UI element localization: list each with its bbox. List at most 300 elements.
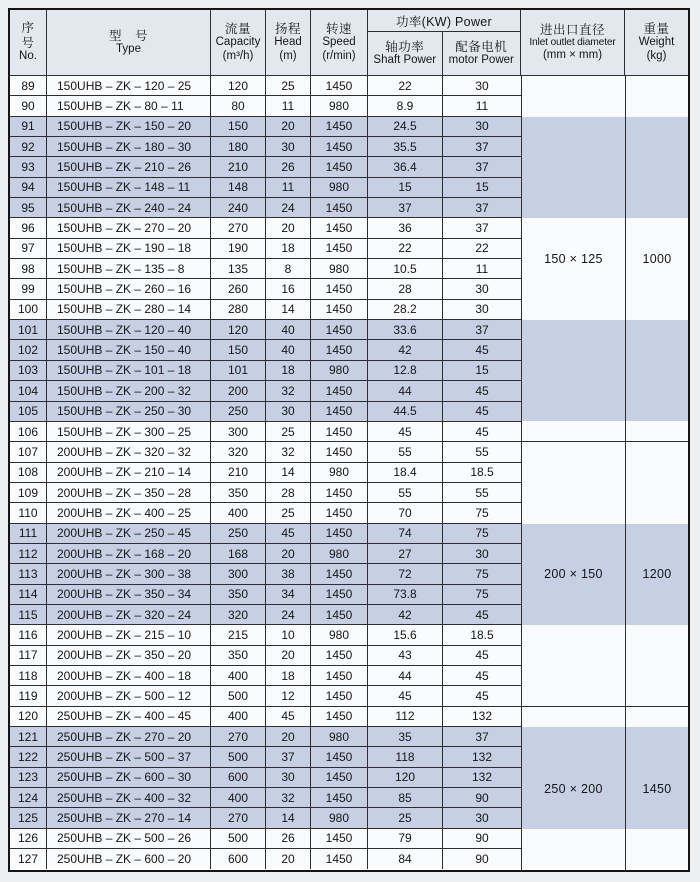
cell-capacity: 210	[211, 157, 266, 176]
cell-shaft-power: 45	[368, 422, 443, 441]
cell-capacity: 250	[211, 524, 266, 543]
header-type-zh: 型 号	[108, 28, 148, 43]
cell-shaft-power: 24.5	[368, 117, 443, 136]
cell-head: 24	[266, 198, 311, 217]
cell-shaft-power: 44.5	[368, 402, 443, 421]
cell-shaft-power: 35.5	[368, 137, 443, 156]
cell-capacity: 400	[211, 666, 266, 685]
cell-speed: 980	[311, 544, 368, 563]
cell-speed: 1450	[311, 300, 368, 319]
cell-speed: 1450	[311, 849, 368, 869]
cell-type: 200UHB – ZK – 250 – 45	[47, 524, 211, 543]
cell-speed: 1450	[311, 707, 368, 726]
cell-speed: 980	[311, 727, 368, 746]
cell-capacity: 240	[211, 198, 266, 217]
cell-capacity: 180	[211, 137, 266, 156]
group-cell-weight	[626, 76, 688, 442]
cell-speed: 1450	[311, 422, 368, 441]
cell-capacity: 120	[211, 76, 266, 95]
cell-no: 93	[10, 157, 47, 176]
cell-shaft-power: 10.5	[368, 259, 443, 278]
cell-head: 32	[266, 442, 311, 461]
cell-head: 18	[266, 361, 311, 380]
cell-shaft-power: 112	[368, 707, 443, 726]
cell-capacity: 500	[211, 829, 266, 848]
cell-speed: 1450	[311, 320, 368, 339]
cell-head: 20	[266, 646, 311, 665]
cell-speed: 980	[311, 625, 368, 644]
cell-speed: 1450	[311, 646, 368, 665]
cell-no: 100	[10, 300, 47, 319]
cell-shaft-power: 42	[368, 605, 443, 624]
cell-no: 112	[10, 544, 47, 563]
cell-no: 106	[10, 422, 47, 441]
cell-capacity: 500	[211, 747, 266, 766]
cell-type: 200UHB – ZK – 215 – 10	[47, 625, 211, 644]
cell-motor-power: 30	[443, 117, 521, 136]
cell-capacity: 135	[211, 259, 266, 278]
header-capacity-zh: 流量	[224, 21, 251, 36]
cell-motor-power: 18.5	[443, 625, 521, 644]
cell-capacity: 215	[211, 625, 266, 644]
cell-no: 122	[10, 747, 47, 766]
cell-shaft-power: 72	[368, 564, 443, 583]
cell-no: 117	[10, 646, 47, 665]
cell-no: 110	[10, 503, 47, 522]
cell-type: 150UHB – ZK – 150 – 20	[47, 117, 211, 136]
cell-no: 109	[10, 483, 47, 502]
cell-head: 10	[266, 625, 311, 644]
cell-capacity: 150	[211, 117, 266, 136]
cell-head: 32	[266, 381, 311, 400]
cell-shaft-power: 36	[368, 218, 443, 237]
cell-no: 111	[10, 524, 47, 543]
cell-motor-power: 37	[443, 218, 521, 237]
cell-shaft-power: 42	[368, 340, 443, 359]
cell-head: 30	[266, 768, 311, 787]
cell-shaft-power: 55	[368, 483, 443, 502]
table-header	[10, 10, 688, 76]
cell-type: 150UHB – ZK – 120 – 25	[47, 76, 211, 95]
cell-motor-power: 45	[443, 605, 521, 624]
cell-type: 200UHB – ZK – 168 – 20	[47, 544, 211, 563]
cell-no: 105	[10, 402, 47, 421]
table-body	[10, 76, 688, 870]
cell-motor-power: 18.5	[443, 463, 521, 482]
cell-type: 150UHB – ZK – 150 – 40	[47, 340, 211, 359]
cell-motor-power: 90	[443, 788, 521, 807]
cell-head: 28	[266, 483, 311, 502]
cell-head: 20	[266, 117, 311, 136]
cell-type: 250UHB – ZK – 270 – 14	[47, 808, 211, 827]
cell-motor-power: 15	[443, 361, 521, 380]
cell-motor-power: 45	[443, 666, 521, 685]
cell-shaft-power: 22	[368, 239, 443, 258]
cell-head: 25	[266, 503, 311, 522]
header-no-zh-2: 号	[21, 35, 35, 50]
cell-type: 150UHB – ZK – 240 – 24	[47, 198, 211, 217]
cell-head: 25	[266, 76, 311, 95]
cell-no: 97	[10, 239, 47, 258]
header-col-weight	[625, 10, 688, 75]
cell-type: 150UHB – ZK – 260 – 16	[47, 279, 211, 298]
cell-type: 200UHB – ZK – 210 – 14	[47, 463, 211, 482]
cell-type: 150UHB – ZK – 148 – 11	[47, 178, 211, 197]
cell-shaft-power: 118	[368, 747, 443, 766]
cell-no: 89	[10, 76, 47, 95]
cell-speed: 980	[311, 178, 368, 197]
cell-speed: 1450	[311, 483, 368, 502]
cell-speed: 1450	[311, 666, 368, 685]
pump-spec-table	[8, 8, 690, 872]
cell-motor-power: 45	[443, 340, 521, 359]
cell-shaft-power: 45	[368, 686, 443, 705]
cell-shaft-power: 22	[368, 76, 443, 95]
cell-capacity: 210	[211, 463, 266, 482]
cell-head: 40	[266, 320, 311, 339]
cell-type: 200UHB – ZK – 350 – 34	[47, 585, 211, 604]
cell-motor-power: 37	[443, 137, 521, 156]
cell-type: 150UHB – ZK – 270 – 20	[47, 218, 211, 237]
cell-head: 16	[266, 279, 311, 298]
header-power-group-label: 功率(KW) Power	[368, 10, 520, 32]
cell-shaft-power: 25	[368, 808, 443, 827]
cell-shaft-power: 8.9	[368, 96, 443, 115]
cell-speed: 980	[311, 361, 368, 380]
merged-col-weight	[625, 76, 688, 870]
cell-capacity: 350	[211, 646, 266, 665]
header-col-diameter	[521, 10, 625, 75]
cell-head: 38	[266, 564, 311, 583]
cell-shaft-power: 55	[368, 442, 443, 461]
header-power-subrow	[368, 32, 520, 75]
cell-head: 18	[266, 239, 311, 258]
cell-capacity: 320	[211, 605, 266, 624]
cell-no: 118	[10, 666, 47, 685]
header-col-type	[47, 10, 211, 75]
header-col-shaft-power	[368, 32, 443, 75]
cell-type: 150UHB – ZK – 101 – 18	[47, 361, 211, 380]
cell-no: 90	[10, 96, 47, 115]
cell-shaft-power: 74	[368, 524, 443, 543]
cell-type: 200UHB – ZK – 400 – 18	[47, 666, 211, 685]
cell-motor-power: 45	[443, 646, 521, 665]
cell-head: 26	[266, 157, 311, 176]
header-speed-en: Speed	[322, 36, 356, 49]
cell-motor-power: 75	[443, 585, 521, 604]
weight-value: 1450	[642, 781, 672, 796]
cell-capacity: 260	[211, 279, 266, 298]
cell-speed: 1450	[311, 157, 368, 176]
cell-motor-power: 132	[443, 768, 521, 787]
cell-head: 12	[266, 686, 311, 705]
cell-no: 103	[10, 361, 47, 380]
cell-capacity: 400	[211, 788, 266, 807]
cell-motor-power: 55	[443, 483, 521, 502]
cell-capacity: 400	[211, 503, 266, 522]
cell-speed: 980	[311, 96, 368, 115]
cell-head: 37	[266, 747, 311, 766]
cell-no: 102	[10, 340, 47, 359]
cell-motor-power: 11	[443, 96, 521, 115]
cell-no: 101	[10, 320, 47, 339]
cell-type: 200UHB – ZK – 320 – 24	[47, 605, 211, 624]
cell-capacity: 300	[211, 422, 266, 441]
header-shaft-en: Shaft Power	[373, 54, 437, 67]
cell-shaft-power: 44	[368, 381, 443, 400]
cell-speed: 980	[311, 463, 368, 482]
cell-speed: 1450	[311, 686, 368, 705]
group-cell-weight	[626, 707, 688, 870]
header-speed-zh: 转速	[325, 21, 352, 36]
header-diameter-zh: 进出口直径	[539, 22, 605, 37]
cell-capacity: 350	[211, 585, 266, 604]
cell-type: 250UHB – ZK – 500 – 26	[47, 829, 211, 848]
cell-shaft-power: 43	[368, 646, 443, 665]
cell-shaft-power: 28.2	[368, 300, 443, 319]
cell-capacity: 280	[211, 300, 266, 319]
cell-speed: 980	[311, 259, 368, 278]
cell-head: 32	[266, 788, 311, 807]
cell-head: 11	[266, 96, 311, 115]
cell-motor-power: 30	[443, 300, 521, 319]
cell-no: 126	[10, 829, 47, 848]
cell-no: 114	[10, 585, 47, 604]
cell-motor-power: 30	[443, 279, 521, 298]
cell-type: 150UHB – ZK – 180 – 30	[47, 137, 211, 156]
cell-motor-power: 37	[443, 727, 521, 746]
cell-type: 200UHB – ZK – 300 – 38	[47, 564, 211, 583]
cell-no: 123	[10, 768, 47, 787]
header-capacity-unit: (m³/h)	[222, 49, 254, 62]
cell-capacity: 270	[211, 808, 266, 827]
group-cell-diameter	[522, 707, 625, 870]
cell-shaft-power: 44	[368, 666, 443, 685]
cell-type: 150UHB – ZK – 250 – 30	[47, 402, 211, 421]
cell-head: 34	[266, 585, 311, 604]
weight-value: 1200	[642, 567, 672, 582]
cell-capacity: 600	[211, 768, 266, 787]
cell-no: 98	[10, 259, 47, 278]
cell-capacity: 168	[211, 544, 266, 563]
cell-motor-power: 37	[443, 157, 521, 176]
cell-speed: 1450	[311, 279, 368, 298]
cell-head: 14	[266, 300, 311, 319]
header-col-head	[266, 10, 311, 75]
cell-no: 95	[10, 198, 47, 217]
cell-capacity: 120	[211, 320, 266, 339]
cell-motor-power: 37	[443, 320, 521, 339]
cell-speed: 1450	[311, 340, 368, 359]
header-shaft-zh: 轴功率	[385, 39, 425, 54]
cell-motor-power: 132	[443, 747, 521, 766]
header-capacity-en: Capacity	[215, 36, 261, 49]
cell-shaft-power: 15	[368, 178, 443, 197]
header-weight-zh: 重量	[643, 21, 670, 36]
header-col-speed	[311, 10, 368, 75]
diameter-value: 250 × 200	[544, 781, 603, 796]
cell-type: 150UHB – ZK – 120 – 40	[47, 320, 211, 339]
cell-motor-power: 15	[443, 178, 521, 197]
cell-head: 40	[266, 340, 311, 359]
cell-motor-power: 75	[443, 564, 521, 583]
cell-speed: 1450	[311, 137, 368, 156]
cell-no: 96	[10, 218, 47, 237]
cell-motor-power: 30	[443, 76, 521, 95]
cell-type: 250UHB – ZK – 400 – 45	[47, 707, 211, 726]
cell-head: 20	[266, 218, 311, 237]
cell-motor-power: 30	[443, 808, 521, 827]
cell-shaft-power: 18.4	[368, 463, 443, 482]
cell-capacity: 350	[211, 483, 266, 502]
cell-speed: 1450	[311, 381, 368, 400]
header-weight-unit: (kg)	[646, 49, 667, 62]
cell-no: 91	[10, 117, 47, 136]
header-speed-unit: (r/min)	[322, 49, 356, 62]
cell-shaft-power: 79	[368, 829, 443, 848]
cell-no: 125	[10, 808, 47, 827]
merged-col-diameter	[521, 76, 625, 870]
cell-type: 200UHB – ZK – 400 – 25	[47, 503, 211, 522]
cell-type: 250UHB – ZK – 600 – 30	[47, 768, 211, 787]
cell-shaft-power: 27	[368, 544, 443, 563]
cell-head: 20	[266, 544, 311, 563]
header-motor-zh: 配备电机	[455, 39, 508, 54]
header-col-motor-power	[443, 32, 520, 75]
header-col-no	[10, 10, 47, 75]
cell-no: 121	[10, 727, 47, 746]
cell-no: 124	[10, 788, 47, 807]
cell-capacity: 150	[211, 340, 266, 359]
cell-type: 200UHB – ZK – 320 – 32	[47, 442, 211, 461]
cell-speed: 1450	[311, 605, 368, 624]
group-cell-diameter	[522, 442, 625, 707]
header-no-zh-1: 序	[21, 21, 35, 36]
cell-shaft-power: 85	[368, 788, 443, 807]
cell-shaft-power: 70	[368, 503, 443, 522]
cell-head: 14	[266, 463, 311, 482]
cell-speed: 1450	[311, 76, 368, 95]
cell-type: 150UHB – ZK – 200 – 32	[47, 381, 211, 400]
cell-type: 250UHB – ZK – 270 – 20	[47, 727, 211, 746]
cell-type: 150UHB – ZK – 80 – 11	[47, 96, 211, 115]
cell-motor-power: 45	[443, 422, 521, 441]
header-diameter-unit: (mm × mm)	[542, 49, 603, 62]
cell-capacity: 101	[211, 361, 266, 380]
cell-capacity: 200	[211, 381, 266, 400]
header-weight-en: Weight	[638, 36, 675, 49]
cell-no: 127	[10, 849, 47, 869]
cell-capacity: 400	[211, 707, 266, 726]
cell-no: 92	[10, 137, 47, 156]
cell-speed: 1450	[311, 585, 368, 604]
cell-shaft-power: 12.8	[368, 361, 443, 380]
cell-head: 14	[266, 808, 311, 827]
cell-type: 250UHB – ZK – 400 – 32	[47, 788, 211, 807]
cell-head: 8	[266, 259, 311, 278]
header-head-en: Head	[274, 36, 302, 49]
cell-no: 107	[10, 442, 47, 461]
cell-no: 119	[10, 686, 47, 705]
cell-type: 200UHB – ZK – 500 – 12	[47, 686, 211, 705]
cell-motor-power: 90	[443, 849, 521, 869]
cell-speed: 1450	[311, 402, 368, 421]
cell-speed: 1450	[311, 768, 368, 787]
cell-motor-power: 22	[443, 239, 521, 258]
cell-no: 108	[10, 463, 47, 482]
cell-type: 150UHB – ZK – 135 – 8	[47, 259, 211, 278]
cell-shaft-power: 33.6	[368, 320, 443, 339]
header-col-capacity	[211, 10, 266, 75]
cell-motor-power: 45	[443, 402, 521, 421]
cell-head: 45	[266, 707, 311, 726]
cell-speed: 1450	[311, 442, 368, 461]
cell-type: 250UHB – ZK – 500 – 37	[47, 747, 211, 766]
cell-type: 250UHB – ZK – 600 – 20	[47, 849, 211, 869]
cell-capacity: 600	[211, 849, 266, 869]
cell-head: 26	[266, 829, 311, 848]
cell-motor-power: 45	[443, 686, 521, 705]
cell-speed: 980	[311, 808, 368, 827]
header-head-unit: (m)	[279, 49, 297, 62]
cell-motor-power: 37	[443, 198, 521, 217]
diameter-value: 200 × 150	[544, 567, 603, 582]
cell-head: 25	[266, 422, 311, 441]
cell-type: 200UHB – ZK – 350 – 20	[47, 646, 211, 665]
cell-shaft-power: 15.6	[368, 625, 443, 644]
header-type-en: Type	[116, 43, 141, 56]
cell-head: 20	[266, 849, 311, 869]
cell-head: 30	[266, 137, 311, 156]
cell-capacity: 148	[211, 178, 266, 197]
diameter-value: 150 × 125	[544, 251, 603, 266]
cell-speed: 1450	[311, 788, 368, 807]
cell-shaft-power: 28	[368, 279, 443, 298]
header-head-zh: 扬程	[274, 21, 301, 36]
cell-type: 200UHB – ZK – 350 – 28	[47, 483, 211, 502]
cell-head: 30	[266, 402, 311, 421]
cell-capacity: 320	[211, 442, 266, 461]
group-cell-diameter	[522, 76, 625, 442]
cell-motor-power: 90	[443, 829, 521, 848]
header-no-en: No.	[19, 50, 37, 63]
header-diameter-en: Inlet outlet diameter	[529, 37, 616, 49]
cell-motor-power: 75	[443, 524, 521, 543]
cell-head: 11	[266, 178, 311, 197]
cell-motor-power: 30	[443, 544, 521, 563]
cell-shaft-power: 84	[368, 849, 443, 869]
cell-capacity: 80	[211, 96, 266, 115]
cell-motor-power: 11	[443, 259, 521, 278]
cell-shaft-power: 36.4	[368, 157, 443, 176]
cell-type: 150UHB – ZK – 300 – 25	[47, 422, 211, 441]
cell-speed: 1450	[311, 198, 368, 217]
cell-no: 94	[10, 178, 47, 197]
cell-no: 104	[10, 381, 47, 400]
cell-motor-power: 45	[443, 381, 521, 400]
cell-no: 99	[10, 279, 47, 298]
cell-head: 18	[266, 666, 311, 685]
cell-capacity: 270	[211, 218, 266, 237]
cell-capacity: 300	[211, 564, 266, 583]
header-motor-en: motor Power	[448, 54, 514, 67]
cell-no: 115	[10, 605, 47, 624]
cell-speed: 1450	[311, 503, 368, 522]
cell-head: 45	[266, 524, 311, 543]
cell-motor-power: 55	[443, 442, 521, 461]
cell-speed: 1450	[311, 239, 368, 258]
header-col-power-group	[368, 10, 521, 75]
